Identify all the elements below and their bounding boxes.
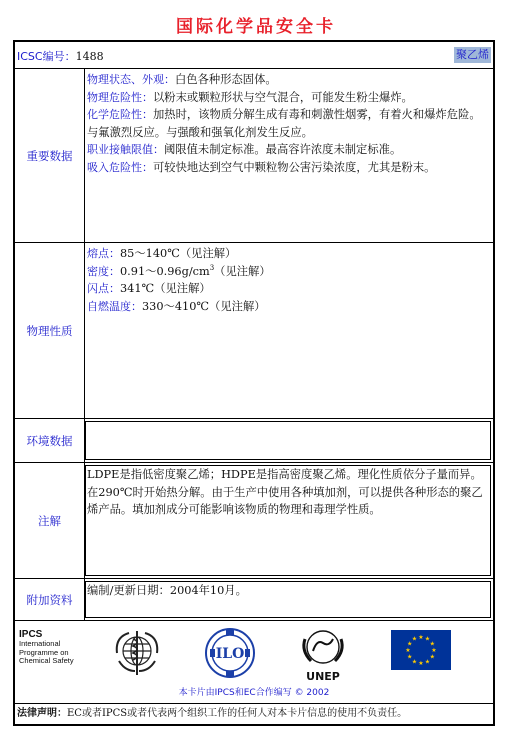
melting-point: 熔点：85～140℃（见注解） (87, 247, 237, 260)
legal-statement (15, 704, 493, 724)
physical-properties-content (85, 243, 493, 418)
svg-text:★: ★ (411, 635, 418, 643)
svg-text:★: ★ (418, 634, 424, 641)
legal-text: EC或者IPCS或者代表两个组织工作的任何人对本卡片信息的使用不负责任。 (67, 708, 408, 719)
svg-text:★: ★ (424, 635, 431, 643)
icsc-value: 1488 (75, 50, 104, 63)
svg-text:★: ★ (429, 653, 435, 661)
svg-text:★: ★ (411, 658, 418, 666)
important-data-label: 重要数据 (15, 69, 85, 242)
notes-content: LDPE是指低密度聚乙烯；HDPE是指高密度聚乙烯。理化性质依分子量而异。在290℃时开始热分解。由于生产中使用各种填加剂，可以提供各种形态的聚乙烯产品。填加剂成分可能影响该物质的物理和毒理学性质。 (85, 465, 491, 576)
svg-text:★: ★ (431, 647, 437, 654)
eu-flag (391, 630, 451, 670)
svg-text:★: ★ (405, 647, 411, 654)
notes-label: 注解 (15, 463, 85, 578)
card-title: 国际化学品安全卡 (176, 17, 336, 37)
ilo-logo (204, 627, 256, 679)
important-data-row (15, 69, 493, 243)
physical-properties-label: 物理性质 (15, 243, 85, 418)
svg-text:★: ★ (418, 660, 424, 667)
important-item: 职业接触限值：阈限值未制定标准。最高容许浓度未制定标准。 (87, 143, 402, 157)
environment-data-content (85, 421, 491, 460)
who-logo (111, 627, 163, 677)
svg-text:★: ★ (407, 653, 413, 661)
svg-text:★: ★ (424, 658, 431, 666)
footer-logos (15, 621, 493, 704)
id-row (15, 42, 493, 69)
icsc-label: ICSC编号： (17, 50, 76, 63)
important-item: 化学危险性：加热时，该物质分解生成有毒和刺激性烟雾，有着火和爆炸危险。与氟激烈反应。与强酸和强氧化剂发生反应。 (87, 108, 481, 139)
flash-point: 闪点：341℃（见注解） (87, 282, 211, 296)
important-item: 吸入危险性：可较快地达到空气中颗粒物公害污染浓度，尤其是粉末。 (87, 160, 436, 174)
ilo-text: ILO (215, 646, 245, 662)
unep-text: UNEP (306, 670, 340, 683)
icsc-number (17, 48, 104, 64)
autoignition-temperature: 自燃温度：330～410℃（见注解） (87, 299, 266, 313)
ipcs-abbr: IPCS (19, 629, 43, 640)
svg-text:★: ★ (429, 640, 435, 648)
legal-label: 法律声明： (17, 708, 67, 719)
environment-data-row (15, 419, 493, 463)
notes-row (15, 463, 493, 579)
additional-info-content: 编制/更新日期：2004年10月。 (85, 581, 491, 618)
important-item: 物理状态、外观：白色各种形态固体。 (87, 73, 277, 86)
physical-properties-row (15, 243, 493, 419)
density: 密度：$0.91\sim 0.96g/cm^3$（见注解） (87, 263, 271, 278)
environment-data-label: 环境数据 (15, 419, 85, 462)
svg-text:★: ★ (407, 640, 413, 648)
additional-info-row (15, 579, 493, 621)
important-data-content (85, 69, 493, 242)
additional-info-label: 附加资料 (15, 579, 85, 620)
substance-name: 聚乙烯 (456, 48, 489, 61)
important-item: 物理危险性：以粉末或颗粒形状与空气混合，可能发生粉尘爆炸。 (87, 90, 413, 104)
safety-card (13, 40, 495, 726)
unep-logo (295, 625, 351, 683)
ipcs-block: IPCS International Programme on Chemical Safety (19, 629, 74, 665)
footer-note: 本卡片由IPCS和EC合作编写 © 2002 (178, 688, 330, 698)
